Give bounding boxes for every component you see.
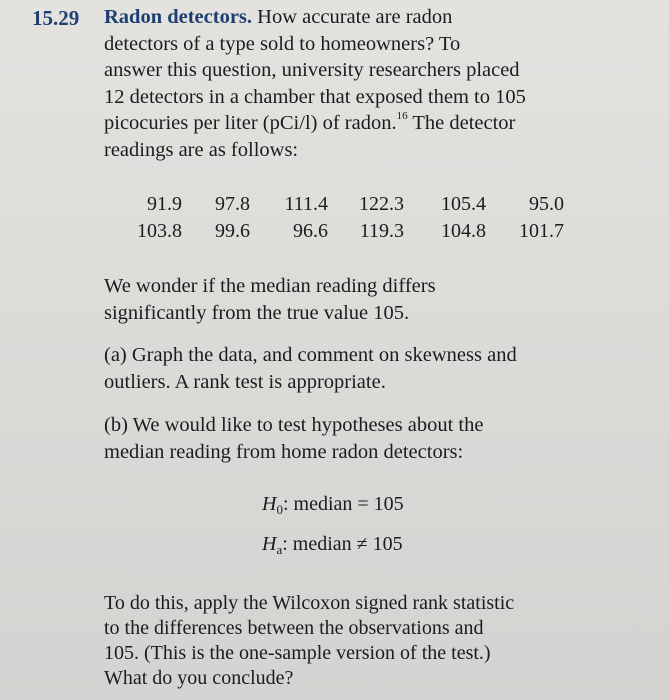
reading-cell: 119.3	[359, 220, 404, 242]
intro-text: picocuries per liter (pCi/l) of radon.	[104, 112, 397, 134]
table-row	[120, 192, 564, 219]
reading-cell: 101.7	[519, 220, 564, 242]
part-a	[104, 342, 624, 395]
question-paragraph	[104, 273, 624, 326]
intro-text: The detector	[407, 112, 516, 134]
closing-line: What do you conclude?	[104, 667, 294, 689]
reading-cell: 99.6	[215, 220, 250, 242]
h0-text: : median = 105	[282, 493, 404, 515]
question-line: We wonder if the median reading differs	[104, 275, 436, 297]
reading-cell: 103.8	[137, 220, 182, 242]
reading-cell: 122.3	[359, 193, 404, 215]
intro-line: detectors of a type sold to homeowners? To	[104, 32, 461, 55]
question-line: significantly from the true value 105.	[104, 301, 410, 324]
reading-cell: 91.9	[147, 193, 182, 215]
h0-symbol: H	[262, 493, 277, 515]
intro-text: How accurate are radon	[252, 6, 453, 28]
part-a-line: outliers. A rank test is appropriate.	[104, 370, 386, 393]
footnote-marker: 16	[396, 110, 408, 123]
part-a-line: (a) Graph the data, and comment on skewness and	[104, 344, 517, 366]
closing-paragraph	[104, 591, 624, 691]
readings-table	[120, 192, 564, 246]
table-row	[120, 219, 564, 246]
closing-line: 105. (This is the one-sample version of the test.)	[104, 642, 491, 664]
intro-line: readings are as follows:	[104, 138, 299, 161]
problem-number: 15.29	[32, 6, 80, 30]
ha-text: : median ≠ 105	[282, 533, 403, 555]
intro-line	[104, 4, 624, 31]
closing-line: to the differences between the observations and	[104, 617, 484, 639]
reading-cell: 105.4	[441, 193, 486, 215]
part-b-line: median reading from home radon detectors:	[104, 440, 464, 463]
problem-title: Radon detectors.	[104, 6, 253, 28]
reading-cell: 111.4	[284, 193, 328, 215]
reading-cell: 96.6	[293, 220, 328, 242]
reading-cell: 104.8	[441, 220, 486, 242]
alternative-hypothesis	[262, 533, 403, 556]
closing-line: To do this, apply the Wilcoxon signed rank statistic	[104, 592, 515, 614]
part-b	[104, 412, 624, 465]
intro-line	[104, 110, 624, 137]
intro-line: 12 detectors in a chamber that exposed them to 105	[104, 85, 526, 108]
ha-subscript: a	[276, 542, 283, 557]
null-hypothesis	[262, 493, 404, 516]
part-b-line: (b) We would like to test hypotheses about the	[104, 414, 484, 436]
ha-symbol: H	[262, 533, 277, 555]
intro-line: answer this question, university researchers placed	[104, 59, 520, 81]
reading-cell: 97.8	[215, 193, 250, 215]
h0-subscript: 0	[276, 502, 283, 517]
problem-intro	[104, 4, 624, 163]
reading-cell: 95.0	[529, 193, 564, 215]
